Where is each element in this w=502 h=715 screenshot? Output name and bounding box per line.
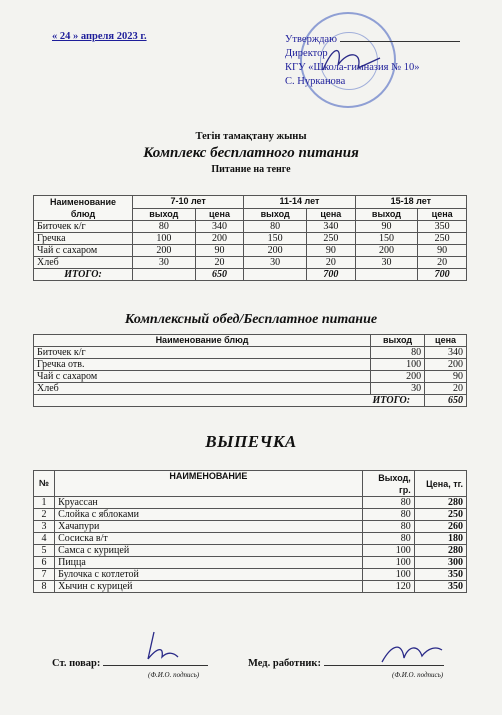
total-value: 700 bbox=[418, 269, 467, 281]
total-label: ИТОГО: bbox=[34, 269, 133, 281]
sub-out-header: выход bbox=[244, 208, 307, 221]
medic-label: Мед. работник: bbox=[248, 658, 321, 669]
table-header-row bbox=[34, 196, 467, 209]
dish-name: Гречка bbox=[34, 233, 133, 245]
item-name: Слойка с яблоками bbox=[55, 509, 363, 521]
dish-name: Хлеб bbox=[34, 257, 133, 269]
approve-org: КГУ «Школа-гимназия № 10» bbox=[285, 62, 420, 73]
total-label: ИТОГО: bbox=[34, 395, 425, 407]
age-group-menu-table bbox=[33, 195, 467, 281]
page-subtitle: Питание на тенге bbox=[211, 164, 291, 175]
table-row bbox=[34, 347, 467, 359]
cell-num: 1 bbox=[34, 497, 55, 509]
cell-num: 7 bbox=[34, 569, 55, 581]
total-value: 650 bbox=[195, 269, 244, 281]
cell-value: 250 bbox=[307, 233, 356, 245]
cell-out: 100 bbox=[362, 569, 414, 581]
item-name: Самса с курицей bbox=[55, 545, 363, 557]
item-name: Круассан bbox=[55, 497, 363, 509]
sub-price-header: цена bbox=[307, 208, 356, 221]
item-name: Пицца bbox=[55, 557, 363, 569]
page-title: Комплекс бесплатного питания bbox=[143, 145, 359, 161]
cell-value: 350 bbox=[418, 221, 467, 233]
table-row bbox=[34, 557, 467, 569]
cell-out: 100 bbox=[362, 557, 414, 569]
cook-label: Ст. повар: bbox=[52, 658, 101, 669]
out-header: Выход, гр. bbox=[362, 471, 414, 497]
cell-value: 30 bbox=[133, 257, 196, 269]
sub-out-header: выход bbox=[133, 208, 196, 221]
cell-price: 20 bbox=[425, 383, 467, 395]
cell-value: 250 bbox=[418, 233, 467, 245]
cell-num: 6 bbox=[34, 557, 55, 569]
cell-value: 90 bbox=[418, 245, 467, 257]
table-row bbox=[34, 359, 467, 371]
cook-hint: (Ф.И.О. подпись) bbox=[148, 671, 200, 679]
cell-value: 150 bbox=[355, 233, 418, 245]
cell-value: 200 bbox=[244, 245, 307, 257]
approve-title: Утверждаю bbox=[285, 34, 337, 45]
table-header-row bbox=[34, 471, 467, 497]
cell-out: 120 bbox=[362, 581, 414, 593]
cell-price: 180 bbox=[414, 533, 466, 545]
cell-num: 5 bbox=[34, 545, 55, 557]
approve-name: С. Нурканова bbox=[285, 76, 346, 87]
cell-out: 100 bbox=[371, 359, 425, 371]
cell-value: 200 bbox=[195, 233, 244, 245]
table-header-row bbox=[34, 335, 467, 347]
col-name-header: Наименование блюд bbox=[34, 196, 133, 221]
dish-name: Биточек к/г bbox=[34, 221, 133, 233]
group-header: 11-14 лет bbox=[244, 196, 355, 209]
cell-out: 80 bbox=[362, 497, 414, 509]
cell-value: 20 bbox=[195, 257, 244, 269]
item-name: Хачапури bbox=[55, 521, 363, 533]
title-kz: Тегін тамақтану жыны bbox=[195, 131, 307, 142]
cell-out: 80 bbox=[362, 533, 414, 545]
cell-out: 100 bbox=[362, 545, 414, 557]
cell-price: 90 bbox=[425, 371, 467, 383]
cell-value: 20 bbox=[307, 257, 356, 269]
cell-num: 2 bbox=[34, 509, 55, 521]
cell-value: 30 bbox=[244, 257, 307, 269]
table-row bbox=[34, 521, 467, 533]
group-header: 15-18 лет bbox=[355, 196, 466, 209]
table-row bbox=[34, 545, 467, 557]
total-row bbox=[34, 269, 467, 281]
out-header: выход bbox=[371, 335, 425, 347]
cell-value: 100 bbox=[133, 233, 196, 245]
dish-name: Чай с сахаром bbox=[34, 245, 133, 257]
medic-hint: (Ф.И.О. подпись) bbox=[392, 671, 444, 679]
item-name: Сосиска в/т bbox=[55, 533, 363, 545]
cell-value: 340 bbox=[307, 221, 356, 233]
group-header: 7-10 лет bbox=[133, 196, 244, 209]
cell-out: 200 bbox=[371, 371, 425, 383]
cell-num: 4 bbox=[34, 533, 55, 545]
total-value: 700 bbox=[307, 269, 356, 281]
name-header: НАИМЕНОВАНИЕ bbox=[55, 471, 363, 497]
cell-value: 150 bbox=[244, 233, 307, 245]
cell-num: 3 bbox=[34, 521, 55, 533]
cell-price: 280 bbox=[414, 545, 466, 557]
table-row bbox=[34, 569, 467, 581]
total-value: 650 bbox=[425, 395, 467, 407]
bakery-table bbox=[33, 470, 467, 593]
cell-value: 200 bbox=[133, 245, 196, 257]
sub-price-header: цена bbox=[195, 208, 244, 221]
dish-name: Хлеб bbox=[34, 383, 371, 395]
cell-value: 90 bbox=[307, 245, 356, 257]
item-name: Булочка с котлетой bbox=[55, 569, 363, 581]
medic-signature bbox=[378, 636, 448, 671]
dish-name: Гречка отв. bbox=[34, 359, 371, 371]
cook-signature bbox=[134, 627, 184, 667]
table-row bbox=[34, 533, 467, 545]
cell-price: 350 bbox=[414, 569, 466, 581]
cell-price: 250 bbox=[414, 509, 466, 521]
cell-price: 280 bbox=[414, 497, 466, 509]
approve-role: Директор bbox=[285, 48, 328, 59]
cell-value: 20 bbox=[418, 257, 467, 269]
cell-value: 340 bbox=[195, 221, 244, 233]
table-row bbox=[34, 509, 467, 521]
cell-value: 30 bbox=[355, 257, 418, 269]
cell-price: 350 bbox=[414, 581, 466, 593]
cell-value: 80 bbox=[244, 221, 307, 233]
lunch-table bbox=[33, 334, 467, 407]
item-name: Хычин с курицей bbox=[55, 581, 363, 593]
table-row bbox=[34, 371, 467, 383]
table-row bbox=[34, 245, 467, 257]
cell-out: 30 bbox=[371, 383, 425, 395]
table-row bbox=[34, 221, 467, 233]
price-header: Цена, тг. bbox=[414, 471, 466, 497]
table-row bbox=[34, 383, 467, 395]
director-signature bbox=[318, 40, 388, 80]
section-title-bakery: ВЫПЕЧКА bbox=[205, 432, 297, 451]
cell-value: 90 bbox=[355, 221, 418, 233]
table-row bbox=[34, 497, 467, 509]
cell-price: 260 bbox=[414, 521, 466, 533]
cell-out: 80 bbox=[362, 509, 414, 521]
name-header: Наименование блюд bbox=[34, 335, 371, 347]
sub-out-header: выход bbox=[355, 208, 418, 221]
cell-value: 200 bbox=[355, 245, 418, 257]
cell-price: 200 bbox=[425, 359, 467, 371]
cell-num: 8 bbox=[34, 581, 55, 593]
cook-signature-line bbox=[52, 658, 208, 669]
cell-value: 80 bbox=[133, 221, 196, 233]
section-title-lunch: Комплексный обед/Бесплатное питание bbox=[124, 312, 378, 327]
cell-price: 340 bbox=[425, 347, 467, 359]
sub-price-header: цена bbox=[418, 208, 467, 221]
cell-out: 80 bbox=[371, 347, 425, 359]
num-header: № bbox=[34, 471, 55, 497]
cell-price: 300 bbox=[414, 557, 466, 569]
document-date: « 24 » апреля 2023 г. bbox=[52, 31, 147, 42]
cell-value: 90 bbox=[195, 245, 244, 257]
table-row bbox=[34, 233, 467, 245]
table-row bbox=[34, 581, 467, 593]
dish-name: Чай с сахаром bbox=[34, 371, 371, 383]
table-row bbox=[34, 257, 467, 269]
cell-out: 80 bbox=[362, 521, 414, 533]
dish-name: Биточек к/г bbox=[34, 347, 371, 359]
total-row bbox=[34, 395, 467, 407]
price-header: цена bbox=[425, 335, 467, 347]
